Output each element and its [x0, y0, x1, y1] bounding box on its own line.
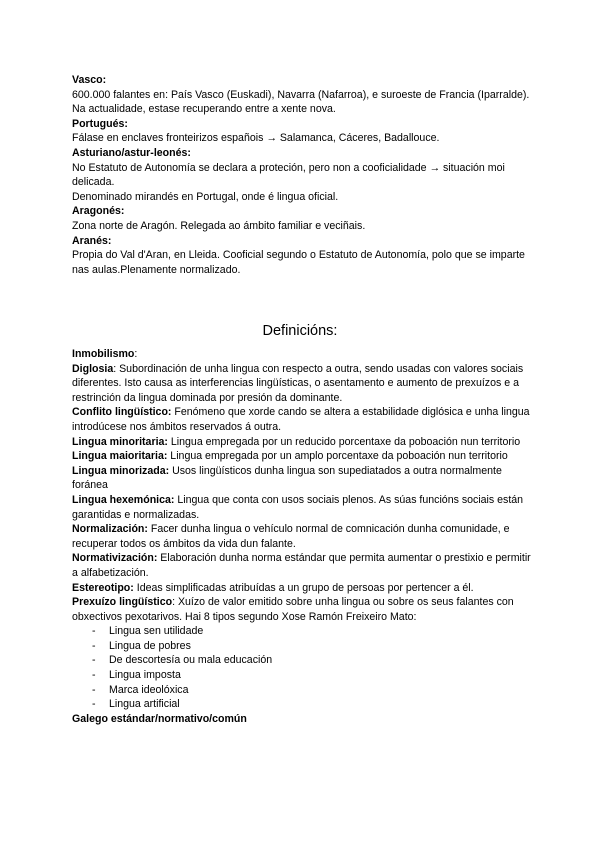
definition-conflito — [72, 405, 532, 434]
term: Diglosia — [72, 362, 114, 375]
term: Normativización: — [72, 552, 158, 565]
text-asturiano-1: No Estatuto de Autonomía se declara a proteción, pero non a cooficialidade → situación moi delicada. — [72, 161, 505, 189]
text-aranes: Propia do Val d'Aran, en Lleida. Cooficial segundo o Estatuto de Autonomía, polo que se imparte nas aulas.Plenamente normalizado. — [72, 249, 525, 276]
definition-normalizacion — [72, 522, 532, 551]
term: Lingua minorizada: — [72, 464, 170, 477]
definitions-section — [72, 347, 532, 726]
list-item: - Lingua artificial — [92, 697, 532, 712]
text-aragones: Zona norte de Aragón. Relegada ao ámbito familiar e veciñais. — [72, 219, 366, 232]
term-separator: : — [134, 348, 138, 360]
heading-vasco: Vasco: — [72, 74, 107, 86]
definition-text: Usos lingüísticos dunha lingua son supediatados a outra normalmente foránea — [72, 464, 502, 492]
definition-prexuizo — [72, 595, 532, 624]
term: Conflito lingüístico: — [72, 406, 172, 419]
prejudice-types-list — [72, 624, 532, 712]
list-item: - De descortesía ou mala educación — [92, 653, 532, 668]
term: Inmobilismo — [72, 348, 135, 360]
list-item: - Marca ideolóxica — [92, 683, 532, 698]
heading-portugues: Portugués: — [72, 117, 128, 130]
definition-text: Fenómeno que xorde cando se altera a estabilidade diglósica e unha lingua introdúcese nos ámbitos reservados á outra. — [72, 406, 530, 433]
definition-normativizacion — [72, 551, 532, 580]
definition-text: Lingua empregada por un reducido porcentaxe da poboación nun territorio — [167, 435, 521, 448]
list-item: - Lingua imposta — [92, 668, 532, 683]
heading-asturiano: Asturiano/astur-leonés: — [72, 146, 191, 159]
term: Estereotipo: — [72, 581, 134, 594]
text-portugues: Fálase en enclaves fronteirizos españois → Salamanca, Cáceres, Badallouce. — [72, 132, 440, 145]
text-asturiano-2: Denominado mirandés en Portugal, onde é lingua oficial. — [72, 190, 339, 203]
definition-text: Ideas simplificadas atribuídas a un grupo de persoas por pertencer a él. — [133, 581, 474, 594]
definition-inmobilismo — [72, 347, 532, 362]
term: Lingua hexemónica: — [72, 493, 175, 506]
languages-section — [72, 73, 532, 277]
heading-aranes: Aranés: — [72, 234, 112, 247]
definition-hexemonica — [72, 493, 532, 522]
list-item: - Lingua sen utilidade — [92, 624, 532, 639]
term: Lingua maioritaria: — [72, 450, 168, 463]
text-vasco: 600.000 falantes en: País Vasco (Euskadi), Navarra (Nafarroa), e suroeste de Francia (Iparralde). Na actualidade, estase recuperando entre a xente nova. — [72, 88, 530, 116]
list-item: - Lingua de pobres — [92, 639, 532, 654]
definition-diglosia — [72, 362, 532, 406]
term-separator: : — [172, 596, 176, 609]
definition-text: Lingua empregada por un amplo porcentaxe da poboación nun territorio — [167, 450, 508, 463]
definition-text: Lingua que conta con usos sociais plenos. As súas funcións sociais están garantidas e normalizadas. — [72, 493, 524, 521]
definition-text: Elaboración dunha norma estándar que permita aumentar o prestixio e permitir a alfabetización. — [72, 552, 531, 579]
term: Lingua minoritaria: — [72, 435, 168, 448]
term: Normalización: — [72, 523, 148, 536]
term-separator: : — [113, 362, 117, 375]
term: Prexuízo lingüístico — [72, 596, 173, 609]
definitions-title: Definicións: — [262, 323, 338, 339]
heading-galego-estandar: Galego estándar/normativo/común — [72, 712, 247, 725]
definition-minorizada — [72, 464, 532, 493]
definition-text: Xuízo de valor emitido sobre unha lingua ou sobre os seus falantes con obxectivos pexotarivos. Hai 8 tipos segundo Xose Ramón Freixeiro Mato: — [72, 596, 514, 623]
definition-maioritaria — [72, 449, 532, 464]
definition-text: Facer dunha lingua o vehículo normal de comnicación dunha comunidade, e recuperar todos os ámbitos da vida dun falante. — [72, 523, 510, 550]
definition-estereotipo — [72, 581, 532, 596]
definition-text: Subordinación de unha lingua con respecto a outra, sendo usadas con valores sociais diferentes. Isto causa as interferencias lingüísticas, o asentamento e aumento de prexuízos e a restrinción da lingua dominada por presión da dominante. — [72, 362, 524, 404]
heading-aragones: Aragonés: — [72, 205, 125, 218]
definition-minoritaria — [72, 435, 532, 450]
